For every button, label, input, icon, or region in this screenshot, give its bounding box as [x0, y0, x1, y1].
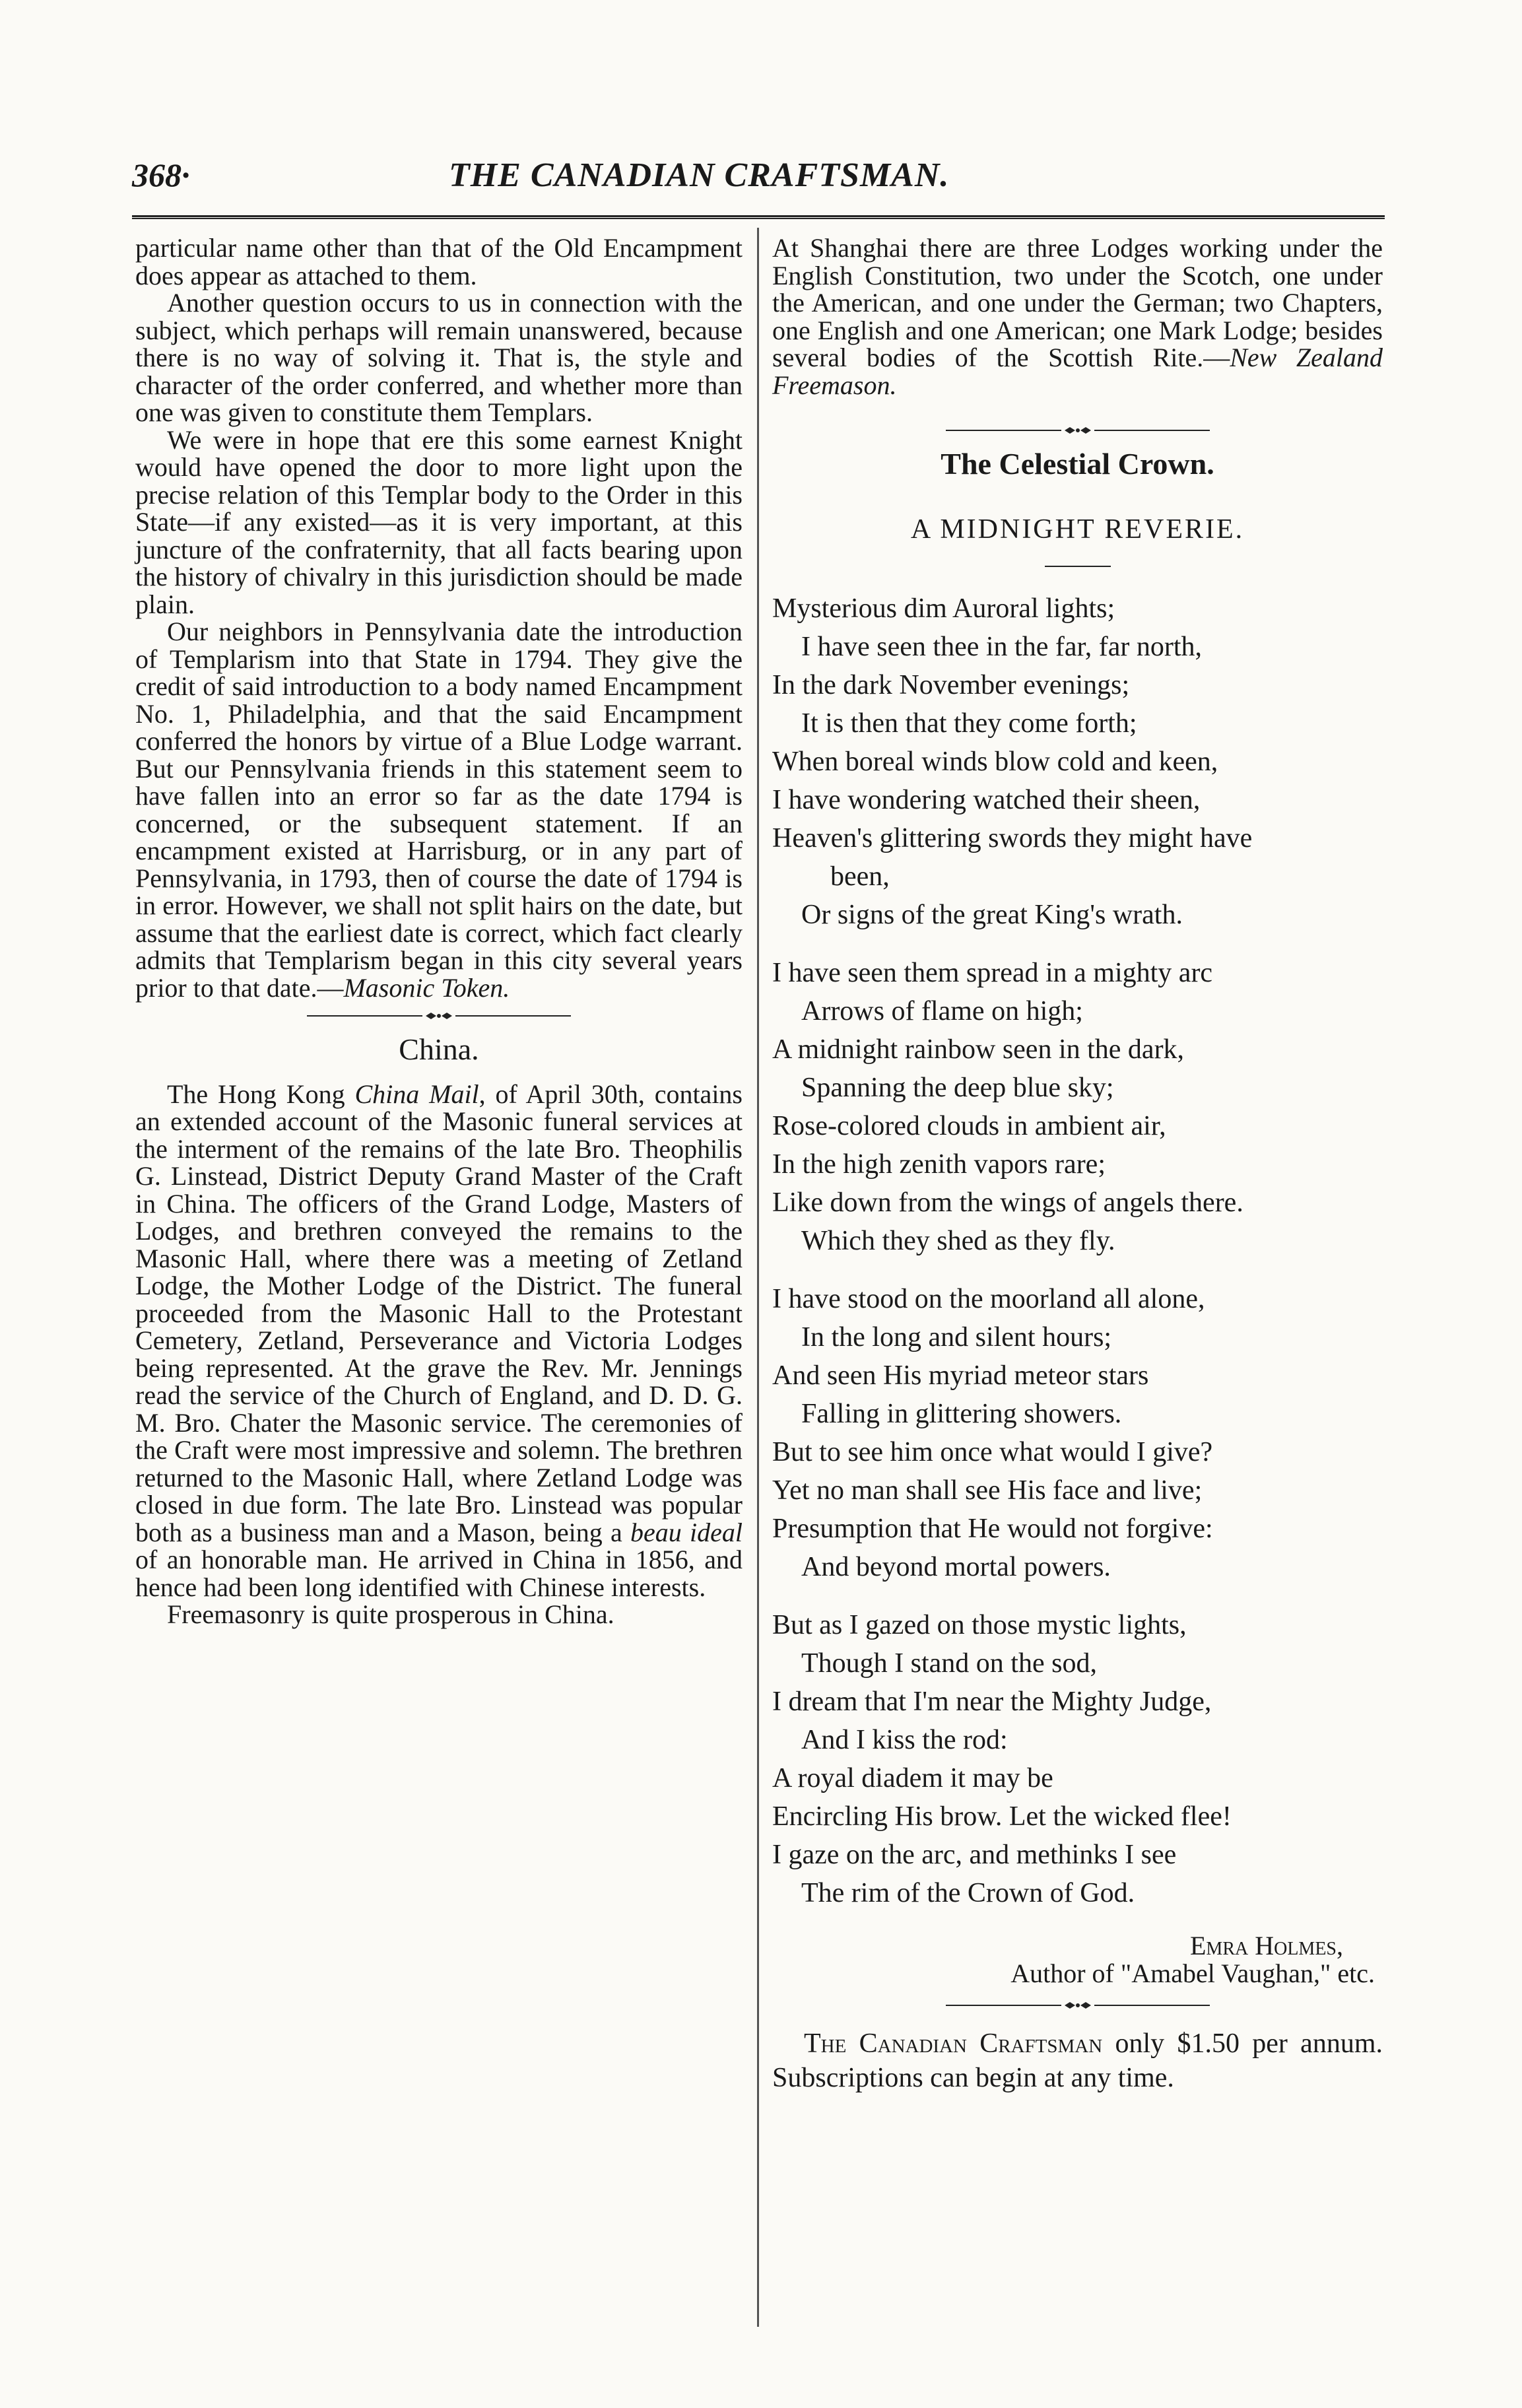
poem-line: In the high zenith vapors rare; — [772, 1149, 1106, 1180]
poem-line: I have seen thee in the far, far north, — [801, 632, 1203, 662]
italic-phrase: beau ideal — [630, 1517, 743, 1547]
poem-line: Falling in glittering showers. — [801, 1399, 1122, 1429]
poem-title: The Celestial Crown. — [941, 447, 1214, 481]
poem-subtitle: A MIDNIGHT REVERIE. — [910, 514, 1245, 545]
poem-line: Heaven's glittering swords they might have — [772, 823, 1253, 853]
poem-line: Or signs of the great King's wrath. — [801, 900, 1183, 930]
poem-line: And I kiss the rod: — [801, 1725, 1008, 1755]
column-divider-rule — [757, 228, 759, 2327]
poem-stanza — [772, 1606, 1383, 1912]
article-paragraph — [135, 618, 743, 1001]
china-paragraph — [135, 1081, 743, 1601]
continued-paragraph: particular name other than that of the Old Encampment does appear as attached to them. — [135, 233, 743, 290]
source-attribution: New Zealand Freemason. — [772, 343, 1383, 400]
poem-author: Emra Holmes, — [1189, 1931, 1343, 1960]
poem-line: Yet no man shall see His face and live; — [772, 1475, 1203, 1506]
journal-title: THE CANADIAN CRAFTSMAN. — [449, 156, 950, 194]
poem-line: It is then that they come forth; — [801, 708, 1137, 739]
poem-stanza — [772, 954, 1383, 1260]
page-number: 368· — [132, 156, 190, 193]
poem-line: I dream that I'm near the Mighty Judge, — [772, 1687, 1212, 1717]
china-heading: China. — [399, 1032, 479, 1066]
poem-line: Rose-colored clouds in ambient air, — [772, 1111, 1166, 1141]
poem-line: A royal diadem it may be — [772, 1763, 1053, 1793]
china-text-start: The Hong Kong — [167, 1079, 355, 1109]
poem-line: In the long and silent hours; — [801, 1322, 1112, 1353]
poem-line: I have wondering watched their sheen, — [772, 785, 1201, 815]
poem-line: In the dark November evenings; — [772, 670, 1130, 700]
poem-line: And seen His myriad meteor stars — [772, 1360, 1149, 1391]
poem-line: Mysterious dim Auroral lights; — [772, 593, 1115, 624]
poem-line: When boreal winds blow cold and keen, — [772, 747, 1218, 777]
poem-author-note: Author of "Amabel Vaughan," etc. — [1010, 1958, 1375, 1988]
poem-line: A midnight rainbow seen in the dark, — [772, 1034, 1185, 1065]
paragraph-text: Our neighbors in Pennsylvania date the introduction of Templarism into that State in 1794. They give the credit of said introduction to a body named Encampment No. 1, Philadelphia, and that the said Encampment conferred the honors by virtue of a Blue Lodge warrant. But our Pennsylvania friends in this statement seem to have fallen into an error so far as the date 1794 is concerned, or the subsequent statement. If an encampment existed at Harrisburg, or in any part of Pennsylvania, in 1793, then of course the date of 1794 is in error. However, we shall not split hairs on the date, but assume that the earliest date is correct, which fact clearly admits that Templarism began in this city several years prior to that date.— — [135, 617, 743, 1003]
right-column — [772, 234, 1383, 2095]
ornamental-divider — [933, 2000, 1223, 2011]
poem-line: I have seen them spread in a mighty arc — [772, 958, 1213, 988]
shanghai-text: At Shanghai there are three Lodges working under the English Constitution, two under the Scotch, one under the American, and one under the German; two Chapters, one English and one American; one Mark Lodge; besides several bodies of the Scottish Rite.— — [772, 233, 1383, 372]
shanghai-paragraph — [772, 234, 1383, 399]
poem-line: But as I gazed on those mystic lights, — [772, 1610, 1187, 1640]
china-text-end: of an honorable man. He arrived in China in 1856, and hence had been long identified with Chinese interests. — [135, 1545, 743, 1602]
ornamental-divider — [933, 425, 1223, 436]
poem-line: And beyond mortal powers. — [801, 1552, 1111, 1582]
page-header — [132, 156, 1386, 202]
source-attribution: Masonic Token. — [343, 972, 510, 1003]
poem-line: I gaze on the arc, and methinks I see — [772, 1840, 1177, 1870]
short-rule — [1045, 566, 1111, 567]
poem-line: been, — [830, 861, 890, 892]
poem-stanza — [772, 589, 1383, 934]
poem-line: Spanning the deep blue sky; — [801, 1073, 1114, 1103]
poem-line: Which they shed as they fly. — [801, 1226, 1115, 1256]
china-paragraph-closing: Freemasonry is quite prosperous in China. — [167, 1599, 614, 1629]
poem — [772, 589, 1383, 1912]
publication-name: The Canadian Craftsman — [804, 2028, 1103, 2059]
left-column — [135, 234, 743, 1628]
notice-text: only $1.50 per annum. Subscriptions can begin at any time. — [772, 2028, 1383, 2093]
poem-line: Though I stand on the sod, — [801, 1648, 1097, 1679]
newspaper-title: China Mail — [354, 1079, 479, 1109]
poem-line: Like down from the wings of angels there. — [772, 1187, 1243, 1218]
poem-line: I have stood on the moorland all alone, — [772, 1284, 1205, 1314]
poem-line: The rim of the Crown of God. — [801, 1878, 1135, 1908]
article-paragraph: We were in hope that ere this some earnest Knight would have opened the door to more light upon the precise relation of this Templar body to the Order in this State—if any existed—as it is very important, at this juncture of the confraternity, that all facts bearing upon the history of chivalry in this jurisdiction should be made plain. — [135, 424, 743, 619]
poem-line: Presumption that He would not forgive: — [772, 1514, 1213, 1544]
china-text-body: , of April 30th, contains an extended account of the Masonic funeral services at the interment of the remains of the late Bro. Theophilis G. Linstead, District Deputy Grand Master of the Craft in China. The officers of the Grand Lodge, Masters of Lodges, and brethren conveyed the remains to the Masonic Hall, where there was a meeting of Zetland Lodge, the Mother Lodge of the District. The funeral proceeded from the Masonic Hall to the Protestant Cemetery, Zetland, Perseverance and Victoria Lodges being represented. At the grave the Rev. Mr. Jennings read the service of the Church of England, and D. D. G. M. Bro. Chater the Masonic service. The ceremonies of the Craft were most impressive and solemn. The brethren returned to the Masonic Hall, where Zetland Lodge was closed in due form. The late Bro. Linstead was popular both as a business man and a Mason, being a — [135, 1079, 743, 1547]
article-paragraph: Another question occurs to us in connection with the subject, which perhaps will remain unanswered, because there is no way of solving it. That is, the style and character of the order conferred, and whether more than one was given to constitute them Templars. — [135, 288, 743, 427]
poem-line: Encircling His brow. Let the wicked flee! — [772, 1801, 1232, 1832]
poem-stanza — [772, 1280, 1383, 1586]
poem-line: Arrows of flame on high; — [801, 996, 1083, 1026]
ornamental-divider — [294, 1011, 584, 1021]
subscription-notice — [772, 2026, 1383, 2095]
header-rule — [132, 215, 1385, 219]
poem-line: But to see him once what would I give? — [772, 1437, 1213, 1467]
